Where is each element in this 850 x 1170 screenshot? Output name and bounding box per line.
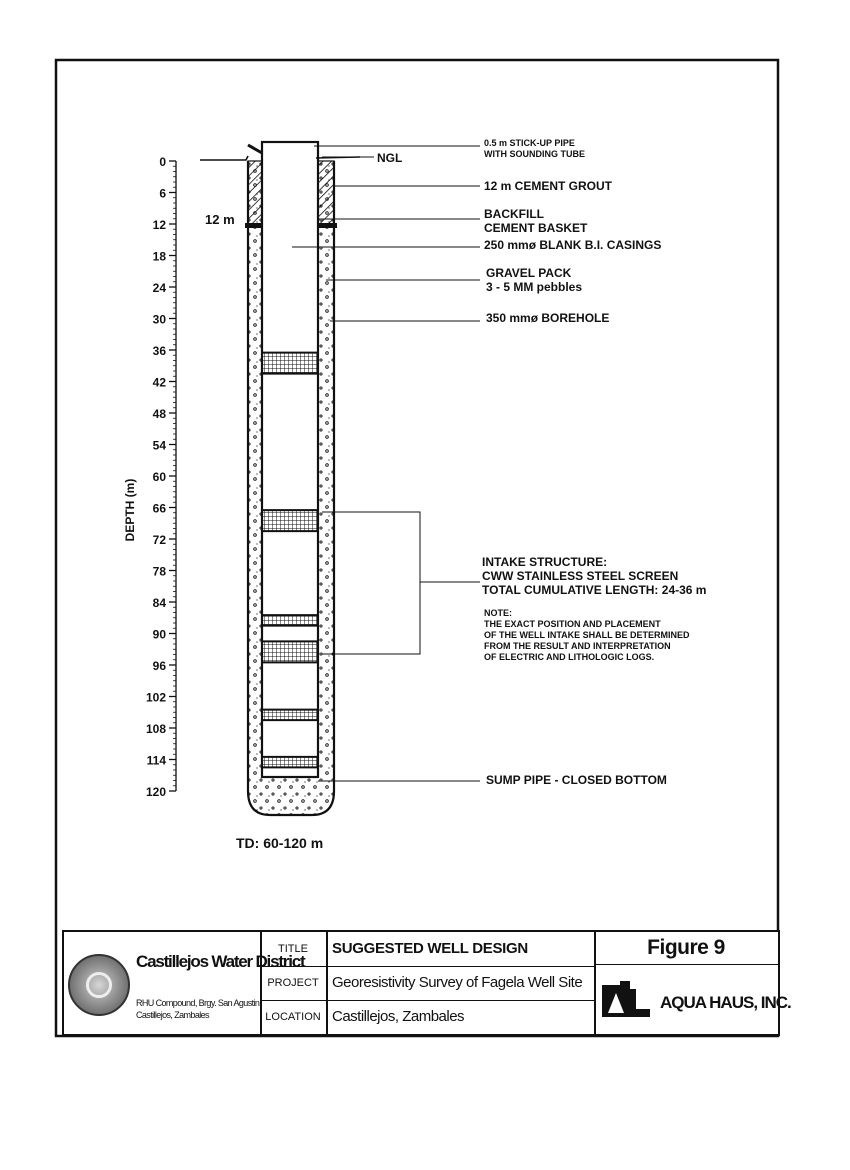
- project-value: Georesistivity Survey of Fagela Well Site: [332, 974, 583, 991]
- note-label-1: NOTE:: [484, 608, 512, 618]
- depth-tick-label: 60: [152, 470, 166, 484]
- depth-tick-label: 78: [152, 564, 166, 579]
- org-name: Castillejos Water District: [136, 952, 305, 971]
- depth-tick-label: 54: [152, 438, 166, 453]
- gravel-label-2: 3 - 5 MM pebbles: [486, 280, 583, 294]
- depth-tick-label: 42: [152, 375, 166, 390]
- company-cell: [594, 965, 791, 1034]
- screen-section: [262, 641, 318, 662]
- sump-label: SUMP PIPE - CLOSED BOTTOM: [486, 773, 667, 787]
- well-schematic: [200, 142, 360, 815]
- total-depth-label: TD: 60-120 m: [236, 835, 324, 851]
- note-label-4: FROM THE RESULT AND INTERPRETATION: [484, 641, 671, 651]
- grout-depth-label: 12 m: [205, 212, 235, 227]
- intake-label-3: TOTAL CUMULATIVE LENGTH: 24-36 m: [482, 583, 707, 597]
- depth-tick-label: 102: [145, 690, 166, 705]
- ngl-label: NGL: [377, 151, 403, 165]
- borehole-label: 350 mmø BOREHOLE: [486, 311, 610, 325]
- callouts: [377, 138, 706, 787]
- drawing-border: [56, 60, 778, 1036]
- note-label-5: OF ELECTRIC AND LITHOLOGIC LOGS.: [484, 652, 655, 662]
- project-key: PROJECT: [267, 977, 319, 989]
- title-key: TITLE: [278, 943, 308, 955]
- depth-tick-label: 114: [146, 753, 166, 768]
- aqua-haus-logo-icon: [600, 979, 652, 1019]
- field-keys: [260, 932, 328, 1034]
- screen-section: [262, 757, 318, 768]
- depth-tick-label: 24: [152, 281, 166, 295]
- depth-tick-label: 18: [152, 249, 166, 264]
- stickup-label-1: 0.5 m STICK-UP PIPE: [484, 138, 575, 148]
- depth-tick-label: 120: [145, 785, 166, 799]
- casing-label: 250 mmø BLANK B.I. CASINGS: [484, 238, 662, 252]
- depth-tick-label: 0: [159, 155, 166, 169]
- cement-grout-right: [318, 161, 334, 224]
- title-value: SUGGESTED WELL DESIGN: [332, 940, 528, 957]
- depth-tick-label: 48: [152, 407, 166, 421]
- cement-basket-right: [318, 223, 337, 228]
- note-label-2: THE EXACT POSITION AND PLACEMENT: [484, 619, 661, 629]
- depth-tick-label: 66: [152, 501, 166, 516]
- depth-tick-label: 84: [152, 596, 166, 610]
- gravel-label-1: GRAVEL PACK: [486, 266, 572, 280]
- depth-tick-label: 36: [152, 344, 166, 358]
- field-values: [326, 932, 596, 1034]
- note-label-3: OF THE WELL INTAKE SHALL BE DETERMINED: [484, 630, 690, 640]
- location-key: LOCATION: [265, 1011, 321, 1023]
- depth-tick-label: 96: [152, 659, 166, 673]
- depth-tick-label: 90: [152, 627, 166, 642]
- screen-section: [262, 353, 318, 374]
- screen-section: [262, 510, 318, 531]
- figure-label: Figure 9: [594, 932, 778, 965]
- backfill-label: BACKFILL: [484, 207, 544, 221]
- screen-section: [262, 710, 318, 721]
- water-district-seal-icon: [68, 954, 130, 1016]
- depth-tick-label: 108: [145, 722, 166, 736]
- depth-tick-label: 30: [152, 312, 166, 327]
- cement-grout-left: [248, 161, 262, 224]
- depth-tick-label: 6: [159, 186, 166, 201]
- grout-label: 12 m CEMENT GROUT: [484, 179, 613, 193]
- stickup-label-2: WITH SOUNDING TUBE: [484, 149, 585, 159]
- depth-axis: [146, 155, 176, 799]
- intake-label-1: INTAKE STRUCTURE:: [482, 555, 608, 569]
- sounding-tube: [248, 145, 262, 153]
- basket-label: CEMENT BASKET: [484, 221, 588, 235]
- depth-tick-label: 12: [152, 218, 166, 232]
- org-address-line-2: Castillejos, Zambales: [136, 1010, 209, 1020]
- org-address-line-1: RHU Compound, Brgy. San Agustin: [136, 998, 260, 1008]
- blank-casing: [262, 142, 318, 777]
- screen-section: [262, 615, 318, 626]
- seal-inner-ring: [86, 972, 112, 998]
- title-block: [62, 930, 791, 1036]
- depth-axis-label: DEPTH (m): [123, 478, 137, 542]
- depth-tick-label: 72: [152, 533, 166, 547]
- location-value: Castillejos, Zambales: [332, 1008, 465, 1025]
- intake-label-2: CWW STAINLESS STEEL SCREEN: [482, 569, 679, 583]
- company-name: AQUA HAUS, INC.: [660, 993, 791, 1012]
- cement-basket-left: [245, 223, 262, 228]
